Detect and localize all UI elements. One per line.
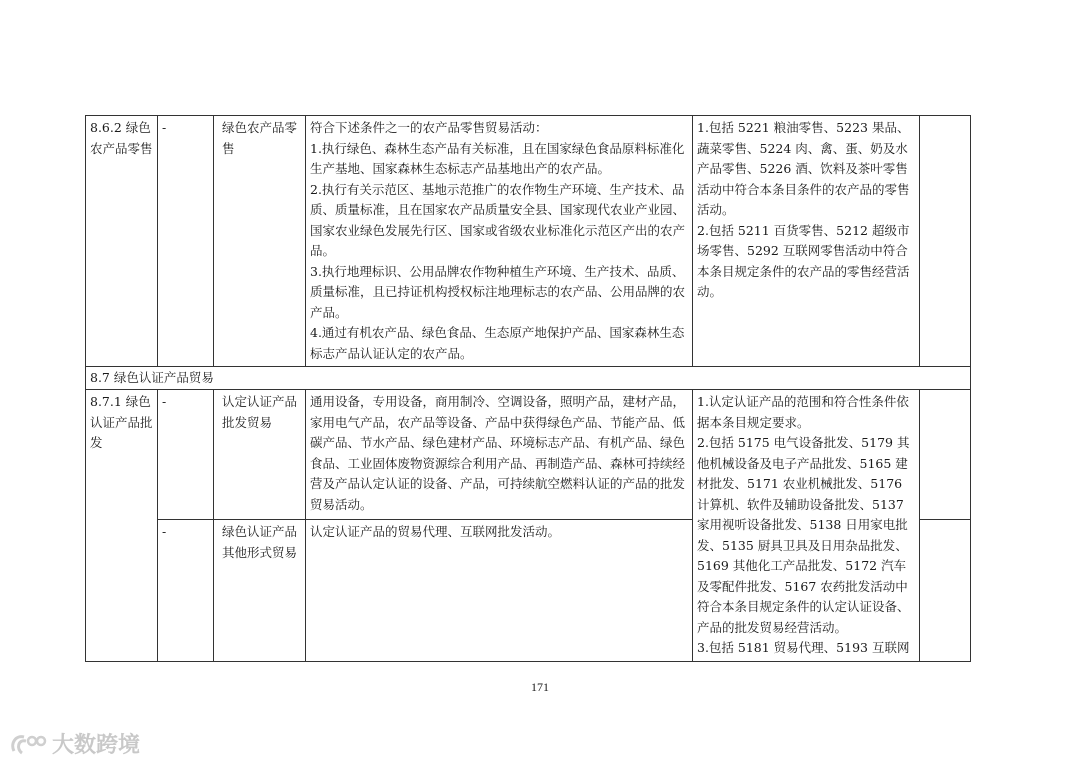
item-name: 绿色认证产品其他形式贸易	[222, 524, 298, 560]
watermark-logo-icon	[8, 731, 48, 757]
name-cell	[214, 520, 306, 661]
description-text: 认定认证产品的贸易代理、互联网批发活动。	[310, 524, 561, 540]
note-line: 1.认定认证产品的范围和符合性条件依据本条目规定要求。	[697, 394, 909, 430]
empty-cell	[920, 520, 971, 661]
description-cell	[306, 520, 693, 661]
dash-cell	[158, 390, 214, 520]
note-line: 2.包括 5175 电气设备批发、5179 其他机械设备及电子产品批发、5165 建材批发、5171 农业机械批发、5176 计算机、软件及辅助设备批发、5137 家用视听设备批发、5138 日用家电批发、5135 厨具卫具及日用杂品批发、5169 其他化工产品批发、5172 汽车及零配件批发、5167 农药批发活动中符合本条目规定条件的认定认证设备、产品的批发贸易经营活动。	[697, 435, 910, 635]
page-number: 171	[531, 680, 549, 694]
item-code: 8.7.1 绿色认证产品批发	[90, 394, 153, 450]
standards-table	[85, 115, 971, 662]
note-line: 3.包括 5181 贸易代理、5193 互联网	[697, 640, 910, 655]
note-cell	[693, 116, 920, 367]
dash-text: -	[162, 394, 167, 409]
note-line: 1.包括 5221 粮油零售、5223 果品、蔬菜零售、5224 肉、禽、蛋、奶及水产品零售、5226 酒、饮料及茶叶零售活动中符合本条目条件的农产品的零售活动。	[697, 120, 910, 217]
section-row	[86, 367, 971, 390]
item-name: 绿色农产品零售	[222, 120, 298, 156]
table-row	[86, 390, 971, 520]
description-cell	[306, 116, 693, 367]
item-code: 8.6.2 绿色农产品零售	[90, 120, 153, 156]
description-cell	[306, 390, 693, 520]
note-cell	[693, 390, 920, 662]
code-cell	[86, 390, 158, 662]
watermark	[8, 728, 140, 759]
code-cell	[86, 116, 158, 367]
empty-cell	[920, 116, 971, 367]
table-row	[86, 116, 971, 367]
note-line: 2.包括 5211 百货零售、5212 超级市场零售、5292 互联网零售活动中符合本条目规定条件的农产品的零售经营活动。	[697, 222, 910, 299]
dash-cell	[158, 116, 214, 367]
name-cell	[214, 116, 306, 367]
description-text: 通用设备，专用设备，商用制冷、空调设备，照明产品，建材产品，家用电气产品，农产品等设备、产品中获得绿色产品、节能产品、低碳产品、节水产品、绿色建材产品、环境标志产品、有机产品、绿色食品、工业固体废物资源综合利用产品、再制造产品、森林可持续经营及产品认定认证的设备、产品，可持续航空燃料认证的产品的批发贸易活动。	[310, 394, 686, 512]
dash-cell	[158, 520, 214, 661]
description-line: 符合下述条件之一的农产品零售贸易活动：	[310, 120, 548, 135]
dash-text: -	[162, 120, 167, 135]
name-cell	[214, 390, 306, 520]
watermark-text: 大数跨境	[52, 733, 141, 758]
description-line: 4.通过有机农产品、绿色食品、生态原产地保护产品、国家森林生态标志产品认证认定的农产品。	[310, 325, 685, 361]
description-line: 2.执行有关示范区、基地示范推广的农作物生产环境、生产技术、品质、质量标准，且在国家农产品质量安全县、国家现代农业产业园、国家农业绿色发展先行区、国家或省级农业标准化示范区产出的农产品。	[310, 181, 686, 258]
empty-cell	[920, 390, 971, 520]
dash-text: -	[162, 524, 167, 540]
description-line: 1.执行绿色、森林生态产品有关标准，且在国家绿色食品原料标准化生产基地、国家森林生态标志产品基地出产的农产品。	[310, 140, 685, 176]
item-name: 认定认证产品批发贸易	[222, 394, 298, 430]
description-line: 3.执行地理标识、公用品牌农作物种植生产环境、生产技术、品质、质量标准，且已持证机构授权标注地理标志的农产品、公用品牌的农产品。	[310, 263, 686, 320]
section-title: 8.7 绿色认证产品贸易	[86, 367, 971, 390]
